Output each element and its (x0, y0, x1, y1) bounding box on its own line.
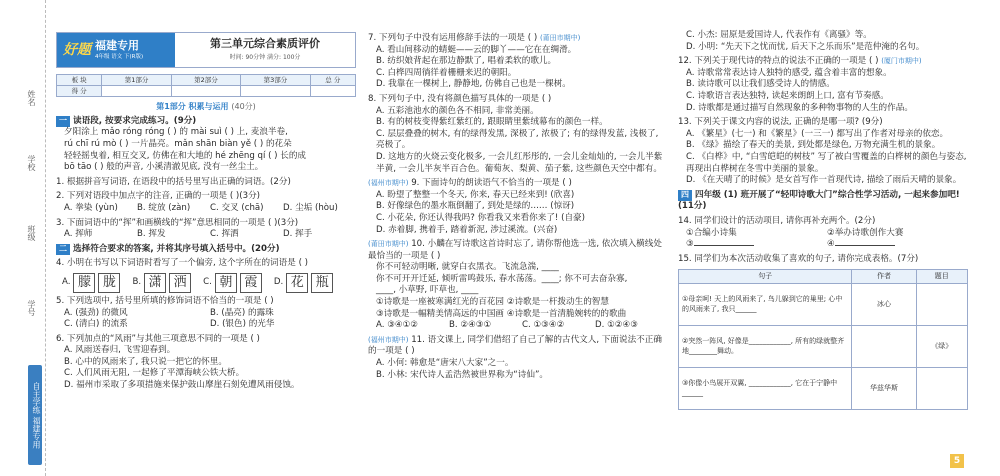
question-5: 5. 下列选项中, 括号里所填的修饰词语不恰当的一项是 ( ) A. (强劲) 的微风 B. (晶亮) 的露珠 C. (清白) 的流系 D. (银色) 的光华 (56, 295, 275, 330)
score-table (56, 74, 356, 97)
paper-title-block (175, 33, 355, 67)
page-number: 5 (950, 454, 964, 468)
score-header: 第2部分 (171, 75, 240, 86)
answer-cell[interactable] (916, 368, 967, 410)
school-label: 学校 (27, 155, 36, 171)
question-4: 4. 小明在书写以下词语时看写了一个偏旁, 这个字所在的词语是 ( ) A. 朦 胧 B. 潇 洒 C. 朝 霞 D. 花 瓶 (56, 258, 356, 293)
table-row: ③你像小鸟展开双翼, ____________, 它在于宁静中______ 华兹华斯 (679, 368, 968, 410)
score-row-label: 得 分 (57, 86, 102, 97)
question-11: (福州市期中) 11. 语文课上, 同学们借绍了自己了解的古代文人, 下面说法不正确的一项是 ( ) A. 小何: 韩愈是“唐宋八大家”之一。 B. 小林: 宋代诗人孟浩然被世界称为“诗仙”。 (368, 334, 662, 380)
id-label: 学号 (27, 300, 36, 316)
score-header: 第3部分 (241, 75, 310, 86)
table-row: ①母亲呵! 天上的风雨来了, 鸟儿躲到它的巢里; 心中的风雨来了, 我只______ 冰心 (679, 284, 968, 326)
paper-title: 第三单元综合素质评价 (210, 37, 320, 50)
answer-cell[interactable] (852, 326, 916, 368)
question-2: 2. 下列对语段中加点字的注音, 正确的一项是 ( )(3分) A. 拳染 (yùn) B. 绽放 (zàn) C. 交叉 (chā) D. 尘垢 (hòu) (56, 191, 338, 213)
column-3 (678, 0, 968, 476)
score-header: 总 分 (310, 75, 355, 86)
question-15: 15. 同学们为本次活动收集了喜欢的句子, 请你完成表格。(7分) 句子 作者 题目 ①母亲呵! 天上的风雨来了, 鸟儿躲到它的巢里; 心中的风雨来了, 我只______ 冰心 ②突然一阵风, 好像是____________, 所有的绿就整齐地________舞动。 《绿》 ③你像小鸟展开双翼, ____________, 它在于宁静中______ 华兹华斯 (678, 254, 968, 411)
section-1-heading: 一 读语段, 按要求完成练习。(9分) (56, 116, 356, 128)
question-12: 12. 下列关于现代诗的特点的说法不正确的一项是 ( ) (厦门市期中) A. 诗歌常常表达诗人独特的感受, 蕴含着丰富的想象。 B. 读诗歌可以让我们感受诗人的情感。 C. 诗歌语言表达独特, 读起来朗朗上口, 富有节奏感。 D. 诗歌都是通过描写自然现象的多种物事物的人生的作品。 (678, 56, 922, 113)
column-2 (368, 0, 668, 476)
score-cell[interactable] (102, 86, 171, 97)
answer-blank[interactable] (835, 245, 895, 246)
question-11-continued: C. 小杰: 屈原是爱国诗人, 代表作有《离骚》等。 D. 小明: “先天下之忧而忧, 后天下之乐而乐”是范仲淹的名句。 (686, 30, 925, 52)
table-row: ②突然一阵风, 好像是____________, 所有的绿就整齐地________舞动。 《绿》 (679, 326, 968, 368)
class-label: 班级 (27, 225, 36, 241)
question-3: 3. 下面词语中的“挥”和画横线的“挥”意思相同的一项是 ( )(3分) A. 挥师 B. 挥发 C. 挥洒 D. 挥手 (56, 217, 313, 240)
question-8: 8. 下列句子中, 没有将颜色描写具体的一项是 ( ) A. 五彩池池水的颜色各不相同, 非常美丽。 B. 有的树枝变得紫红紫红的, 跟眼睛里紫绒幕布的颜色一样。 C. 层层叠叠的树木, 有的绿得发黑, 深极了, 浓极了; 有的绿得发蓝, 浅极了, 亮极了。 D. 这地方的火烧云变化极多, 一会儿红彤彤的, 一会儿金灿灿的, 一会儿半紫半黄, 一会儿半灰半百合色。葡萄灰、梨黄、茄子紫, 这些颜色天空中都有。 (368, 93, 663, 174)
brand-block (57, 33, 175, 67)
answer-cell[interactable] (916, 284, 967, 326)
paper-header (56, 32, 356, 68)
score-cell[interactable] (171, 86, 240, 97)
word-option-b: B. 潇 洒 (132, 273, 191, 293)
section-4-heading: 四 四年级 (1) 班开展了“轻叩诗歌大门”综合性学习活动, 一起来参加吧! (11分) (678, 189, 960, 212)
brand-subtitle: 4年级 语文 下(R版) (95, 53, 144, 60)
question-6: 6. 下列加点的“风雨”与其他三项意思不同的一项是 ( ) A. 风雨送春归, 飞雪迎春到。 B. 心中的风雨来了, 我只说一把它的怀里。 C. 人们风雨无阻, 一起修了平潭海峡公铁大桥。 D. 福州市采取了多项措施来保护鼓山摩崖石刻免遭风雨侵蚀。 (56, 333, 300, 391)
word-option-d: D. 花 瓶 (274, 273, 333, 293)
name-label: 姓名 (27, 90, 36, 106)
side-tag: 自主学练 福建专用 (28, 365, 42, 465)
answer-blank[interactable] (694, 245, 754, 246)
score-cell[interactable] (310, 86, 355, 97)
logo: 好题 (63, 41, 91, 58)
question-10: (莆田市期中) 10. 小麟在写诗歌这首诗时忘了, 请你帮他选一选, 依次填入横线处最恰当的一项是 ( ) 你不可轻动明晰, 就穿白衣黑衣。飞流急湍, ____ 你不可开开迁延, 倾听雷鸣鼓乐, 春水荡荡。____; 你不可去奋杂寡, ____, 小草野, 吓草也, ____ ①诗歌是一座被寒满红光的百花园 ②诗歌是一杆拨动生的智慧 ③诗歌是一幅精美情高远的中国画 ④诗歌是一首清脆婉转的的歌曲 A. ③④①② B. ②④③① C. ①③④② D. ①②④③ (368, 239, 662, 331)
score-cell[interactable] (241, 86, 310, 97)
question-14: 14. 同学们设计的活动项目, 请你再补充两个。(2分) ①合编小诗集 ②举办诗歌创作大赛 ③ ④ (678, 215, 904, 250)
poem-table: 句子 作者 题目 ①母亲呵! 天上的风雨来了, 鸟儿躲到它的巢里; 心中的风雨来了, 我只______ 冰心 ②突然一阵风, 好像是____________, 所有的绿就整齐地________舞动。 《绿》 ③你像小鸟展开双翼, ____________, 它在于宁静中______ 华兹华斯 (678, 269, 968, 410)
binding-margin (0, 0, 46, 476)
question-1: 1. 根据拼音写词语, 在语段中的括号里写出正确的词语。(2分) (56, 176, 291, 187)
question-13: 13. 下列关于课文内容的说法, 正确的是哪一项? (9分) A. 《繁星》(七一) 和《繁星》(一三一) 都写出了作者对母亲的依恋。 B. 《绿》描绘了春天的美景, 到处都是绿色, 万物充满生机的景象。 C. 《白桦》中, “白雪皑皑的树枝” 写了被白雪覆盖的白桦树的颜色与姿态, 再现出白桦树在冬雪中美丽的景象。 D. 《在天晴了的时候》是女首写作一首现代诗, 描绘了雨后天晴的景象。 (678, 117, 967, 186)
section-2-heading: 二 选择符合要求的答案, 并将其序号填入括号中。(20分) (56, 244, 356, 256)
paper-meta: 时间: 90分钟 满分: 100分 (229, 53, 301, 61)
brand-title: 福建专用 (95, 38, 139, 52)
question-7: 7. 下列句子中没有运用修辞手法的一项是 ( ) (莆田市期中) A. 看山间移动的蜻蜓——云的脚丫——它在在绸滑。 B. 纺织娘背起在那边静默了, 唱着柔软的歌儿。 C. 白桦四周徜徉着栅栅来迟的朝阳。 D. 我靠在一棵树上, 静静地, 仿佛自己也是一棵树。 (368, 33, 581, 90)
part-1-heading: 第1部分 积累与运用 (40分) (156, 102, 256, 111)
score-header: 第1部分 (102, 75, 171, 86)
question-9: (福州市期中) 9. 下面诗句的朗读语气不恰当的一项是 ( ) A. 盼望了整整一个冬天, 你来, 春天已经来到! (欣喜) B. 好像绿色的墨水瓶倒翻了, 到处是绿的…… (惊讶) C. 小花朵, 你还认得我吗? 你看我又来看你来了! (自豪) D. 赤着脚, 携着手, 踏着新泥, 涉过溪流。(兴奋) (368, 178, 585, 235)
score-header: 板 块 (57, 75, 102, 86)
word-option-a: A. 朦 胧 (62, 273, 120, 293)
word-option-c: C. 朝 霞 (203, 273, 262, 293)
column-1 (56, 0, 356, 476)
passage: 夕阳涂上 mǎo róng róng ( ) 的 mài suì ( ) 上, 麦浪半卷, rú chī rú mò ( ) 一片晶亮。mǎn shān biàn yě ( ) 的花朵 轻轻摇曳着, 相互交叉, 仿佛在和大地的 hé ‌zhēng qí ( ) 长的成 bō tāo ( ) 般的声音, 小溪清澈见底, 没有一丝尘土。 (64, 127, 307, 173)
